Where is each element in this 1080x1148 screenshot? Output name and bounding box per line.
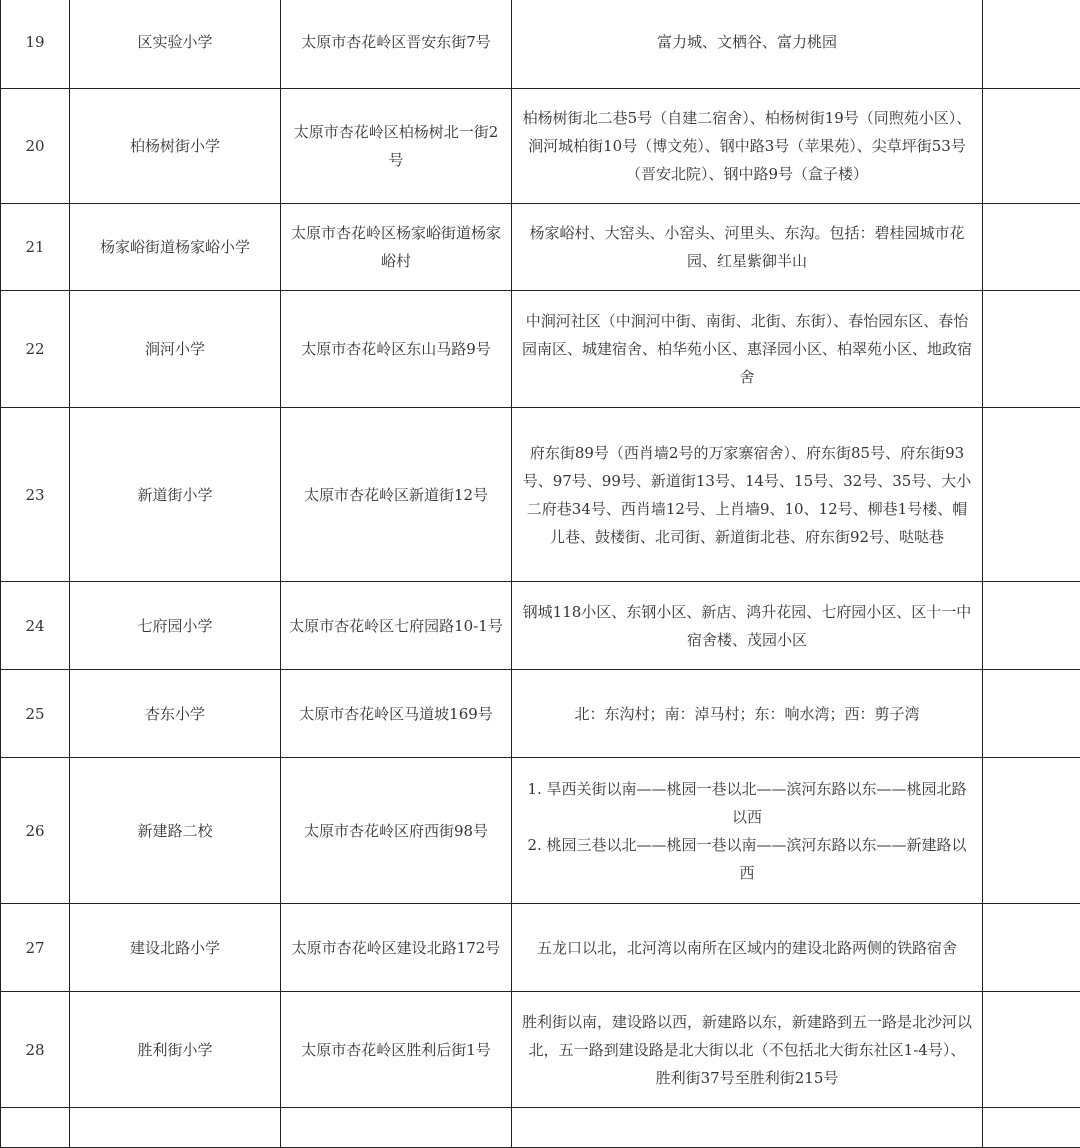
row-number: 27 bbox=[1, 904, 70, 992]
table-row bbox=[1, 992, 1080, 1108]
school-address: 太原市杏花岭区府西街98号 bbox=[281, 758, 512, 904]
school-name: 杏东小学 bbox=[70, 670, 281, 758]
school-address: 太原市杏花岭区七府园路10-1号 bbox=[281, 582, 512, 670]
table-row bbox=[1, 408, 1080, 582]
school-name: 七府园小学 bbox=[70, 582, 281, 670]
enrollment-range bbox=[512, 1108, 983, 1148]
table-row bbox=[1, 582, 1080, 670]
row-number: 25 bbox=[1, 670, 70, 758]
enrollment-range: 中涧河社区（中涧河中街、南街、北街、东街）、春怡园东区、春怡园南区、城建宿舍、柏华苑小区、惠泽园小区、柏翠苑小区、地政宿舍 bbox=[512, 291, 983, 408]
school-name: 柏杨树街小学 bbox=[70, 89, 281, 204]
school-name: 杨家峪街道杨家峪小学 bbox=[70, 204, 281, 291]
row-number: 23 bbox=[1, 408, 70, 582]
enrollment-range: 五龙口以北，北河湾以南所在区域内的建设北路两侧的铁路宿舍 bbox=[512, 904, 983, 992]
school-name: 新道街小学 bbox=[70, 408, 281, 582]
enrollment-range: 北：东沟村；南：淖马村；东：响水湾；西：剪子湾 bbox=[512, 670, 983, 758]
row-number: 26 bbox=[1, 758, 70, 904]
table-row bbox=[1, 291, 1080, 408]
remarks-cell bbox=[983, 1108, 1080, 1148]
row-number: 20 bbox=[1, 89, 70, 204]
school-name: 建设北路小学 bbox=[70, 904, 281, 992]
table-row bbox=[1, 204, 1080, 291]
school-address bbox=[281, 1108, 512, 1148]
row-number bbox=[1, 1108, 70, 1148]
enrollment-range: 钢城118小区、东钢小区、新店、鸿升花园、七府园小区、区十一中宿舍楼、茂园小区 bbox=[512, 582, 983, 670]
table-row bbox=[1, 1108, 1080, 1148]
school-address: 太原市杏花岭区建设北路172号 bbox=[281, 904, 512, 992]
enrollment-range: 富力城、文栖谷、富力桃园 bbox=[512, 0, 983, 89]
table-row bbox=[1, 89, 1080, 204]
row-number: 19 bbox=[1, 0, 70, 89]
table-row bbox=[1, 904, 1080, 992]
row-number: 28 bbox=[1, 992, 70, 1108]
school-name bbox=[70, 1108, 281, 1148]
enrollment-range bbox=[512, 758, 983, 904]
school-name: 胜利街小学 bbox=[70, 992, 281, 1108]
school-address: 太原市杏花岭区柏杨树北一街2号 bbox=[281, 89, 512, 204]
school-address: 太原市杏花岭区杨家峪街道杨家峪村 bbox=[281, 204, 512, 291]
school-name: 区实验小学 bbox=[70, 0, 281, 89]
remarks-cell bbox=[983, 758, 1080, 904]
remarks-cell bbox=[983, 0, 1080, 89]
school-address: 太原市杏花岭区新道街12号 bbox=[281, 408, 512, 582]
row-number: 21 bbox=[1, 204, 70, 291]
enrollment-range: 杨家峪村、大窑头、小窑头、河里头、东沟。包括：碧桂园城市花园、红星紫御半山 bbox=[512, 204, 983, 291]
remarks-cell bbox=[983, 670, 1080, 758]
school-address: 太原市杏花岭区东山马路9号 bbox=[281, 291, 512, 408]
remarks-cell bbox=[983, 992, 1080, 1108]
remarks-cell bbox=[983, 204, 1080, 291]
remarks-cell bbox=[983, 89, 1080, 204]
school-name: 涧河小学 bbox=[70, 291, 281, 408]
table-row bbox=[1, 758, 1080, 904]
table-row bbox=[1, 0, 1080, 89]
remarks-cell bbox=[983, 582, 1080, 670]
school-address: 太原市杏花岭区马道坡169号 bbox=[281, 670, 512, 758]
enrollment-range: 柏杨树街北二巷5号（自建二宿舍）、柏杨树街19号（同煦苑小区）、涧河城柏街10号（博文苑）、钢中路3号（苹果苑）、尖草坪街53号（晋安北院）、钢中路9号（盒子楼） bbox=[512, 89, 983, 204]
school-address: 太原市杏花岭区胜利后街1号 bbox=[281, 992, 512, 1108]
remarks-cell bbox=[983, 291, 1080, 408]
remarks-cell bbox=[983, 904, 1080, 992]
row-number: 24 bbox=[1, 582, 70, 670]
school-name: 新建路二校 bbox=[70, 758, 281, 904]
school-address: 太原市杏花岭区晋安东街7号 bbox=[281, 0, 512, 89]
remarks-cell bbox=[983, 408, 1080, 582]
row-number: 22 bbox=[1, 291, 70, 408]
enrollment-range: 府东街89号（西肖墙2号的万家寨宿舍）、府东街85号、府东街93号、97号、99号、新道街13号、14号、15号、32号、35号、大小二府巷34号、西肖墙12号、上肖墙9、10、12号、柳巷1号楼、帽儿巷、鼓楼街、北司街、新道街北巷、府东街92号、哒哒巷 bbox=[512, 408, 983, 582]
enrollment-range-line: 1. 旱西关街以南——桃园一巷以北——滨河东路以东——桃园北路以西 bbox=[522, 775, 972, 831]
enrollment-range-line: 2. 桃园三巷以北——桃园一巷以南——滨河东路以东——新建路以西 bbox=[522, 831, 972, 887]
enrollment-range: 胜利街以南，建设路以西，新建路以东，新建路到五一路是北沙河以北，五一路到建设路是北大街以北（不包括北大街东社区1-4号）、胜利街37号至胜利街215号 bbox=[512, 992, 983, 1108]
table-row bbox=[1, 670, 1080, 758]
